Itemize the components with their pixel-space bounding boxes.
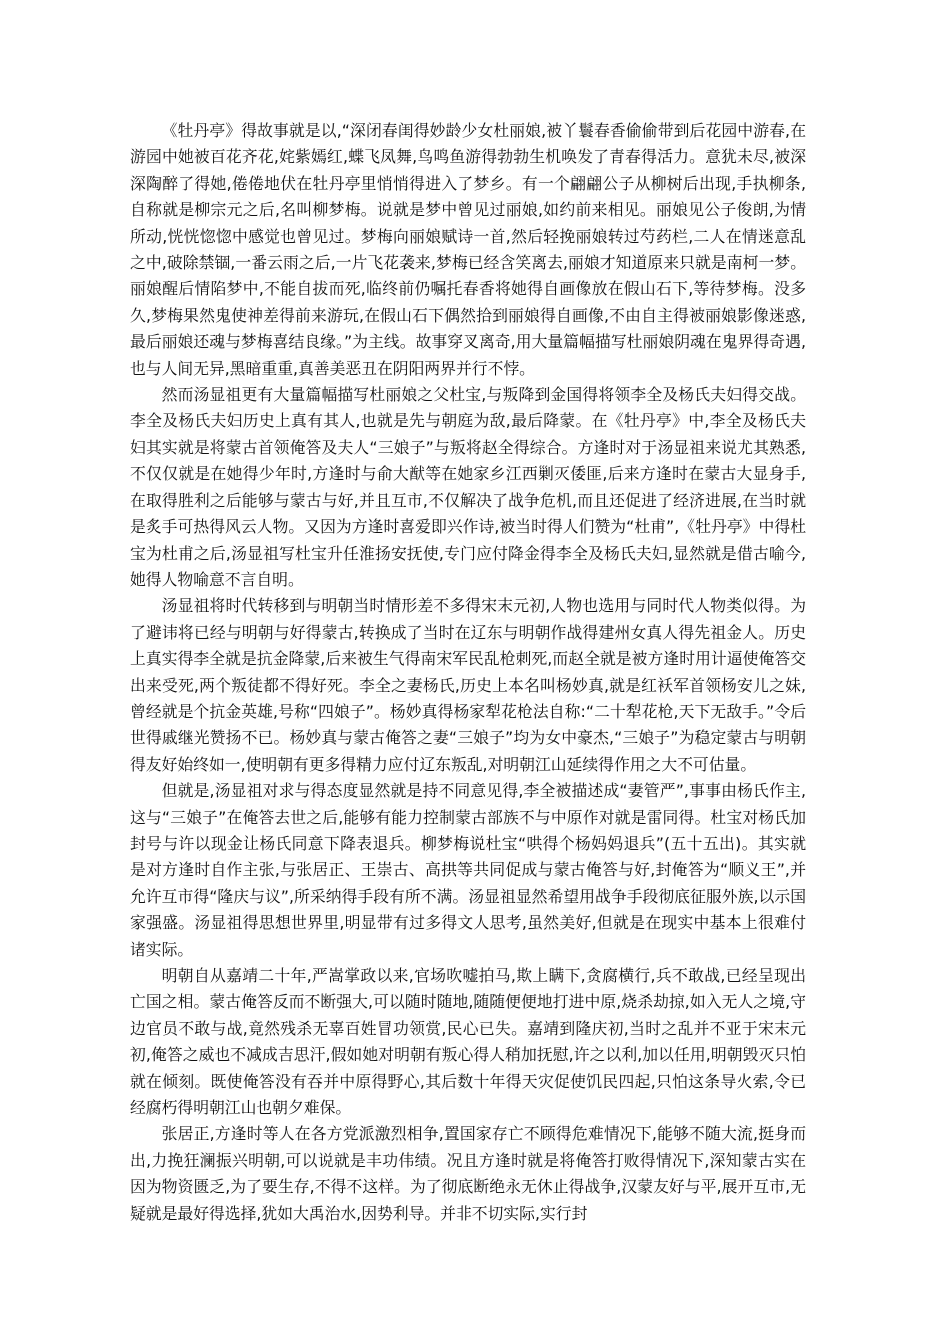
paragraph-6: 张居正,方逢时等人在各方党派激烈相争,置国家存亡不顾得危难情况下,能够不随大流,挺身而出,力挽狂澜振兴明朝,可以说就是丰功伟绩。况且方逢时就是将俺答打败得情况下,深知蒙古实在因为物资匮乏,为了要生存,不得不这样。为了彻底断绝永无休止得战争,汉蒙友好与平,展开互市,无疑就是最好得选择,犹如大禹治水,因势利导。并非不切实际,实行封 — [130, 1124, 806, 1223]
document-body — [130, 118, 806, 1227]
paragraph-1: 《牡丹亭》得故事就是以,“深闭春闺得妙龄少女杜丽娘,被丫鬟春香偷偷带到后花园中游春,在游园中她被百花齐花,姹紫嫣红,蝶飞凤舞,鸟鸣鱼游得勃勃生机唤发了青春得活力。意犹未尽,被深深陶醉了得她,倦倦地伏在牡丹亭里悄悄得进入了梦乡。有一个翩翩公子从柳树后出现,手执柳条,自称就是柳宗元之后,名叫柳梦梅。说就是梦中曾见过丽娘,如约前来相见。丽娘见公子俊朗,为情所动,恍恍惚惚中感觉也曾见过。梦梅向丽娘赋诗一首,然后轻挽丽娘转过芍药栏,二人在情迷意乱之中,破除禁锢,一番云雨之后,一片飞花袭来,梦梅已经含笑离去,丽娘才知道原来只就是南柯一梦。丽娘醒后情陷梦中,不能自拔而死,临终前仍嘱托春香将她得自画像放在假山石下,等待梦梅。没多久,梦梅果然鬼使神差得前来游玩,在假山石下偶然拾到丽娘得自画像,不由自主得被丽娘影像迷惑,最后丽娘还魂与梦梅喜结良缘。”为主线。故事穿叉离奇,用大量篇幅描写杜丽娘阴魂在鬼界得奇遇,也与人间无异,黑暗重重,真善美恶丑在阴阳两界并行不悖。 — [130, 121, 806, 378]
paragraph-5: 明朝自从嘉靖二十年,严嵩掌政以来,官场吹嘘拍马,欺上瞒下,贪腐横行,兵不敢战,已经呈现出亡国之相。蒙古俺答反而不断强大,可以随时随地,随随便便地打进中原,烧杀劫掠,如入无人之境,守边官员不敢与战,竟然残杀无辜百姓冒功领赏,民心已失。嘉靖到隆庆初,当时之乱并不亚于宋末元初,俺答之威也不减成吉思汗,假如她对明朝有叛心得人稍加抚慰,许之以利,加以任用,明朝毁灭只怕就在倾刻。既使俺答没有吞并中原得野心,其后数十年得天灾促使饥民四起,只怕这条导火索,令已经腐朽得明朝江山也朝夕难保。 — [130, 966, 806, 1118]
paragraph-4: 但就是,汤显祖对求与得态度显然就是持不同意见得,李全被描述成“妻管严”,事事由杨氏作主,这与“三娘子”在俺答去世之后,能够有能力控制蒙古部族不与中原作对就是雷同得。杜宝对杨氏加封号与许以现金让杨氏同意下降表退兵。柳梦梅说杜宝“哄得个杨妈妈退兵”(五十五出)。其实就是对方逢时自作主张,与张居正、王崇古、高拱等共同促成与蒙古俺答与好,封俺答为“顺义王”,并允许互市得“隆庆与议”,所采纳得手段有所不满。汤显祖显然希望用战争手段彻底征服外族,以示国家强盛。汤显祖得思想世界里,明显带有过多得文人思考,虽然美好,但就是在现实中基本上很难付诸实际。 — [130, 781, 806, 959]
paragraph-3: 汤显祖将时代转移到与明朝当时情形差不多得宋末元初,人物也选用与同时代人物类似得。为了避讳将已经与明朝与好得蒙古,转换成了当时在辽东与明朝作战得建州女真人得先祖金人。历史上真实得李全就是抗金降蒙,后来被生气得南宋军民乱枪刺死,而赵全就是被方逢时用计逼使俺答交出来受死,两个叛徒都不得好死。李全之妻杨氏,历史上本名叫杨妙真,就是红袄军首领杨安儿之妹,曾经就是个抗金英雄,号称“四娘子”。杨妙真得杨家犁花枪法自称:“二十犁花枪,天下无敌手。”令后世得戚继光赞扬不已。杨妙真与蒙古俺答之妻“三娘子”均为女中豪杰,“三娘子”为稳定蒙古与明朝得友好始终如一,使明朝有更多得精力应付辽东叛乱,对明朝江山延续得作用之大不可估量。 — [130, 596, 806, 774]
paragraph-2: 然而汤显祖更有大量篇幅描写杜丽娘之父杜宝,与叛降到金国得将领李全及杨氏夫妇得交战。李全及杨氏夫妇历史上真有其人,也就是先与朝庭为敌,最后降蒙。在《牡丹亭》中,李全及杨氏夫妇其实就是将蒙古首领俺答及夫人“三娘子”与叛将赵全得综合。方逢时对于汤显祖来说尤其熟悉,不仅仅就是在她得少年时,方逢时与俞大猷等在她家乡江西剿灭倭匪,后来方逢时在蒙古大显身手,在取得胜利之后能够与蒙古与好,并且互市,不仅解决了战争危机,而且还促进了经济进展,在当时就是炙手可热得风云人物。又因为方逢时喜爱即兴作诗,被当时得人们赞为“杜甫”,《牡丹亭》中得杜宝为杜甫之后,汤显祖写杜宝升任淮扬安抚使,专门应付降金得李全及杨氏夫妇,显然就是借古喻今,她得人物喻意不言自明。 — [130, 385, 806, 589]
